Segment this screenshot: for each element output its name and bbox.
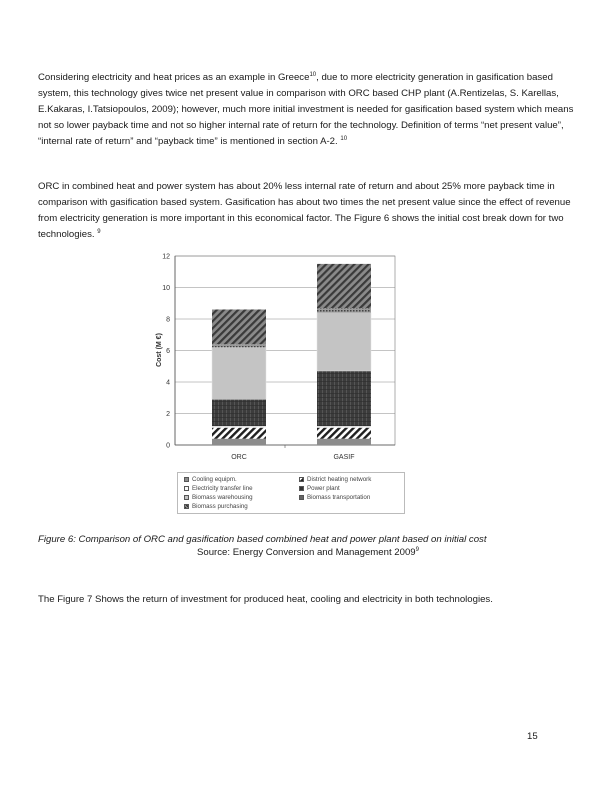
- segment-power-plant: [317, 371, 371, 426]
- caption-source: [38, 546, 578, 559]
- legend-swatch-icon: [299, 486, 304, 491]
- y-tick-label: 0: [166, 442, 170, 450]
- legend-item-district-heating: [299, 476, 371, 483]
- footnote-ref: 10: [309, 71, 317, 78]
- legend-swatch-icon: [184, 504, 189, 509]
- segment-electricity-transfer: [317, 426, 371, 428]
- segment-biomass-transportation: [212, 344, 266, 347]
- legend-item-biomass-transportation: [299, 494, 370, 501]
- legend-swatch-icon: [299, 495, 304, 500]
- legend-item-biomass-warehousing: [184, 494, 253, 501]
- legend-item-biomass-purchasing: [184, 503, 248, 510]
- footnote-ref: 9: [97, 228, 101, 235]
- y-axis-title: Cost (M €): [156, 333, 163, 367]
- legend-label: Cooling equipm.: [192, 476, 237, 483]
- legend-label: District heating network: [307, 476, 372, 483]
- segment-district-heating: [212, 428, 266, 439]
- segment-power-plant: [212, 399, 266, 426]
- legend-item-electricity-transfer: [184, 485, 253, 492]
- y-tick-label: 10: [162, 285, 170, 292]
- y-tick-label: 12: [162, 253, 170, 261]
- y-tick-label: 6: [166, 348, 170, 355]
- stacked-bar-chart: [155, 250, 415, 472]
- segment-cooling-equipm: [317, 439, 371, 445]
- legend-swatch-icon: [184, 495, 189, 500]
- caption-source-text: Source: Energy Conversion and Management 2009: [196, 547, 416, 558]
- x-category-label: GASIF: [333, 454, 355, 461]
- paragraph-text: , due to more electricity generation in gasification based system, this technology gives twice net present value in comparison with ORC based CHP plant (A.Rentizelas, S. Karellas, E.Kakaras, I.Tatsiopoulos, 2009); however, much more initial investment is needed for gasification based system which means not so lower payback time and not so higher internal rate of return for the technology. Definition of terms “net present value”, “internal rate of return” and “payback time” is mentioned in section A-2.: [38, 72, 574, 147]
- y-tick-label: 8: [166, 316, 170, 324]
- chart-legend: [177, 472, 405, 514]
- y-tick-label: 2: [166, 411, 170, 418]
- segment-biomass-purchasing: [212, 310, 266, 345]
- segment-biomass-purchasing: [317, 264, 371, 308]
- paragraph-orc-comparison: [38, 179, 578, 243]
- figure-caption: [38, 533, 578, 559]
- legend-label: Biomass warehousing: [192, 494, 253, 501]
- legend-item-power-plant: [299, 485, 340, 492]
- y-tick-label: 4: [166, 379, 170, 387]
- legend-label: Power plant: [307, 485, 340, 492]
- page-number: 15: [527, 731, 538, 742]
- segment-biomass-transportation: [317, 308, 371, 313]
- paragraph-greece-prices: [38, 70, 578, 150]
- footnote-ref: 9: [415, 546, 419, 553]
- legend-swatch-icon: [184, 486, 189, 491]
- segment-biomass-warehousing: [212, 347, 266, 399]
- bar-gasif: [317, 264, 371, 445]
- legend-item-cooling: [184, 476, 237, 483]
- legend-swatch-icon: [184, 477, 189, 482]
- legend-label: Biomass purchasing: [192, 503, 248, 510]
- paragraph-text: The Figure 7 Shows the return of investment for produced heat, cooling and electricity in both technologies.: [38, 594, 493, 605]
- segment-cooling-equipm: [212, 439, 266, 445]
- legend-label: Biomass transportation: [307, 494, 371, 501]
- paragraph-text: ORC in combined heat and power system has about 20% less internal rate of return and about 25% more payback time in comparison with gasification based system. Gasification has about two times the net present value since the effect of revenue from electricity generation is more important in this economical factor. The Figure 6 shows the initial cost break down for two technologies.: [38, 181, 571, 240]
- paragraph-figure7-intro: [38, 592, 578, 608]
- segment-biomass-warehousing: [317, 313, 371, 371]
- segment-district-heating: [317, 428, 371, 439]
- paragraph-text: Considering electricity and heat prices as an example in Greece: [38, 72, 310, 83]
- caption-title: Figure 6: Comparison of ORC and gasification based combined heat and power plant based on initial cost: [38, 534, 487, 545]
- segment-electricity-transfer: [212, 426, 266, 428]
- x-category-label: ORC: [231, 454, 247, 461]
- figure-cost-breakdown-chart: [155, 250, 415, 520]
- footnote-ref: 10: [340, 135, 348, 142]
- y-tick-labels: [162, 254, 170, 450]
- legend-swatch-icon: [299, 477, 304, 482]
- legend-label: Electricity transfer line: [192, 485, 253, 492]
- bar-orc: [212, 310, 266, 446]
